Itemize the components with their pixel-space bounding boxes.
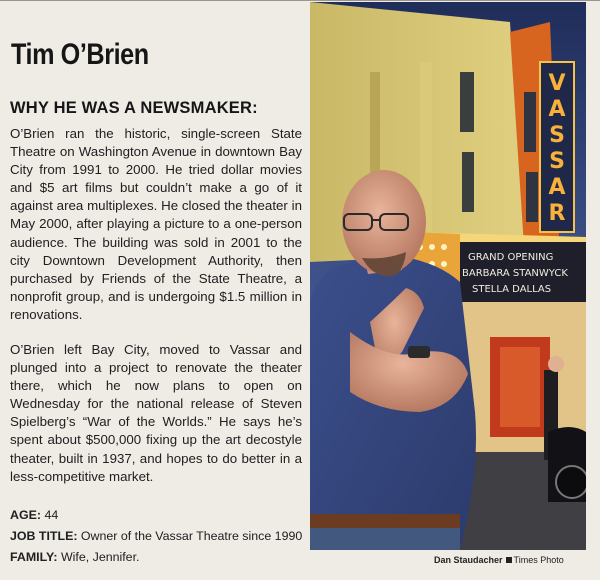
paragraph-2: O’Brien left Bay City, moved to Vassar and plunged into a project to renovate the theater there, which he now plans to open on Wednesday for the national release of Steven Spielberg’s “War of the Worlds.” He says he’s spent about $500,000 fixing up the art decostyle theater, built in 1937, and hopes to do better in a less-competitive market. bbox=[10, 342, 302, 484]
marquee-line-2: BARBARA STANWYCK bbox=[462, 268, 568, 279]
fact-family bbox=[10, 550, 139, 564]
marquee-line-3: STELLA DALLAS bbox=[472, 284, 552, 295]
square-bullet-icon bbox=[506, 557, 512, 563]
fact-job-value: Owner of the Vassar Theatre since 1990 bbox=[80, 529, 303, 543]
fact-age-value: 44 bbox=[44, 508, 59, 522]
marquee-line-1: GRAND OPENING bbox=[468, 252, 554, 263]
sign-letter-2: A bbox=[548, 97, 566, 122]
top-rule bbox=[0, 0, 600, 1]
sign-letter-1: V bbox=[548, 71, 566, 96]
sign-letter-4: S bbox=[549, 149, 565, 174]
paragraph-1: O’Brien ran the historic, single-screen State Theatre on Washington Avenue in downtown Bay City from 1991 to 2000. He tried dollar movies and $5 art films but couldn’t make a go of it against area multiplexes. He closed the theater in May 2000, after playing a picture to a one-person audience. The building was sold in 2001 to the city Downtown Development Authority, then purchased by Friends of the State Theatre, a nonprofit group, and is undergoing $1.5 million in renovations. bbox=[10, 126, 302, 322]
photo-credit-name: Dan Staudacher bbox=[434, 555, 503, 565]
sign-letter-5: A bbox=[548, 175, 566, 200]
fact-job-label: JOB TITLE: bbox=[10, 529, 78, 543]
sign-letter-6: R bbox=[548, 201, 566, 226]
fact-family-value: Wife, Jennifer. bbox=[60, 550, 140, 564]
photo-illustration bbox=[310, 2, 586, 550]
section-headline: WHY HE WAS A NEWSMAKER: bbox=[10, 99, 258, 117]
fact-age bbox=[10, 508, 58, 522]
sign-letter-3: S bbox=[549, 123, 565, 148]
portrait-photo bbox=[310, 2, 586, 550]
person-name: Tim O’Brien bbox=[11, 38, 149, 71]
fact-age-label: AGE: bbox=[10, 508, 41, 522]
fact-family-label: FAMILY: bbox=[10, 550, 58, 564]
fact-job bbox=[10, 529, 302, 543]
photo-credit-publication: Times Photo bbox=[513, 555, 564, 565]
photo-credit bbox=[434, 555, 564, 565]
